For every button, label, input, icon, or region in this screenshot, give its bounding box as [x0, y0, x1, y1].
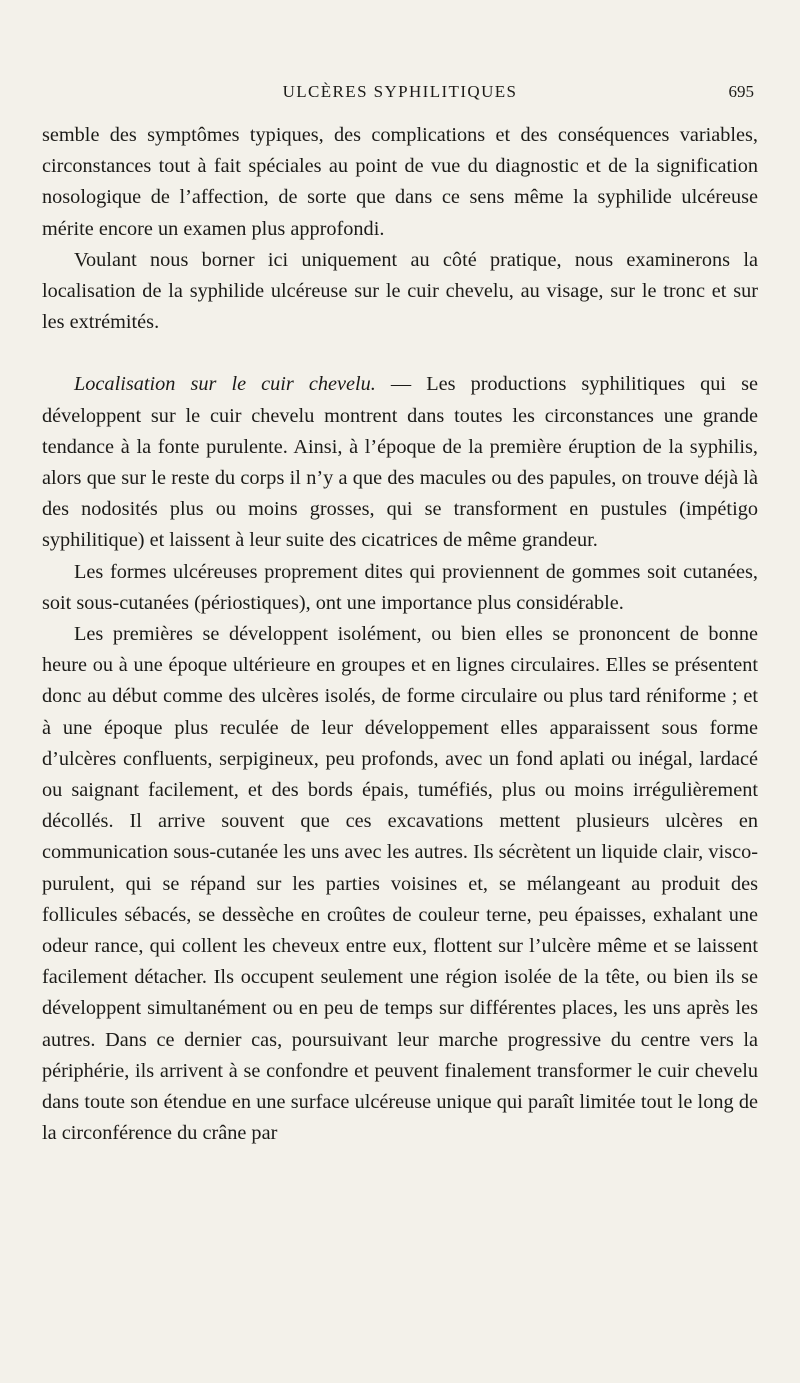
page-number: 695: [728, 82, 754, 101]
paragraph-continuation: semble des symptômes typiques, des complications et des conséquences variables, circonstances tout à fait spéciales au point de vue du diagnostic et de la signification nosologique de l’affection, de sorte que dans ce sens même la syphilide ulcéreuse mérite encore un examen plus approfondi.: [42, 124, 758, 240]
running-head: [42, 82, 758, 116]
paragraph-ulcerous-forms: Les formes ulcéreuses proprement dites qui proviennent de gommes soit cutanées, soit sous-cutanées (périostiques), ont une importance plus considérable.: [42, 560, 758, 614]
section-heading: Localisation sur le cuir chevelu.: [74, 373, 376, 396]
body-text: [42, 120, 758, 1150]
running-title: ULCÈRES SYPHILITIQUES: [282, 82, 518, 101]
paragraph-scope: Voulant nous borner ici uniquement au côté pratique, nous examinerons la localisation de la syphilide ulcéreuse sur le cuir chevelu, au visage, sur le tronc et sur les extrémités.: [42, 248, 758, 334]
paragraph-scalp-section: [42, 369, 758, 556]
section-gap: [42, 338, 758, 369]
paragraph-scalp-text: — Les productions syphilitiques qui se développent sur le cuir chevelu montrent dans toutes les circonstances une grande tendance à la fonte purulente. Ainsi, à l’époque de la première éruption de la syphilis, alors que sur le reste du corps il n’y a que des macules ou des papules, on trouve déjà là des nodosités plus ou moins grosses, qui se transforment en pustules (impétigo syphilitique) et laissent à leur suite des cicatrices de même grandeur.: [42, 373, 758, 552]
paragraph-development: Les premières se développent isolément, ou bien elles se prononcent de bonne heure ou à une époque ultérieure en groupes et en lignes circulaires. Elles se présentent donc au début comme des ulcères isolés, de forme circulaire ou plus tard réniforme ; et à une époque plus reculée de leur développement elles apparaissent sous forme d’ulcères confluents, serpigineux, peu profonds, avec un fond aplati ou inégal, lardacé ou saignant facilement, et des bords épais, tuméfiés, plus ou moins irrégulièrement décollés. Il arrive souvent que ces excavations mettent plusieurs ulcères en communication sous-cutanée les uns avec les autres. Ils sécrètent un liquide clair, visco-purulent, qui se répand sur les parties voisines et, se mélangeant au produit des follicules sébacés, se dessèche en croûtes de couleur terne, peu épaisses, exhalant une odeur rance, qui collent les cheveux entre eux, flottent sur l’ulcère même et se laissent facilement détacher. Ils occupent seulement une région isolée de la tête, ou bien ils se développent simultanément ou en peu de temps sur différentes places, les uns après les autres. Dans ce dernier cas, poursuivant leur marche progressive du centre vers la périphérie, ils arrivent à se confondre et peuvent finalement transformer le cuir chevelu dans toute son étendue en une surface ulcéreuse unique qui paraît limitée tout le long de la circonférence du crâne par: [42, 623, 758, 1145]
